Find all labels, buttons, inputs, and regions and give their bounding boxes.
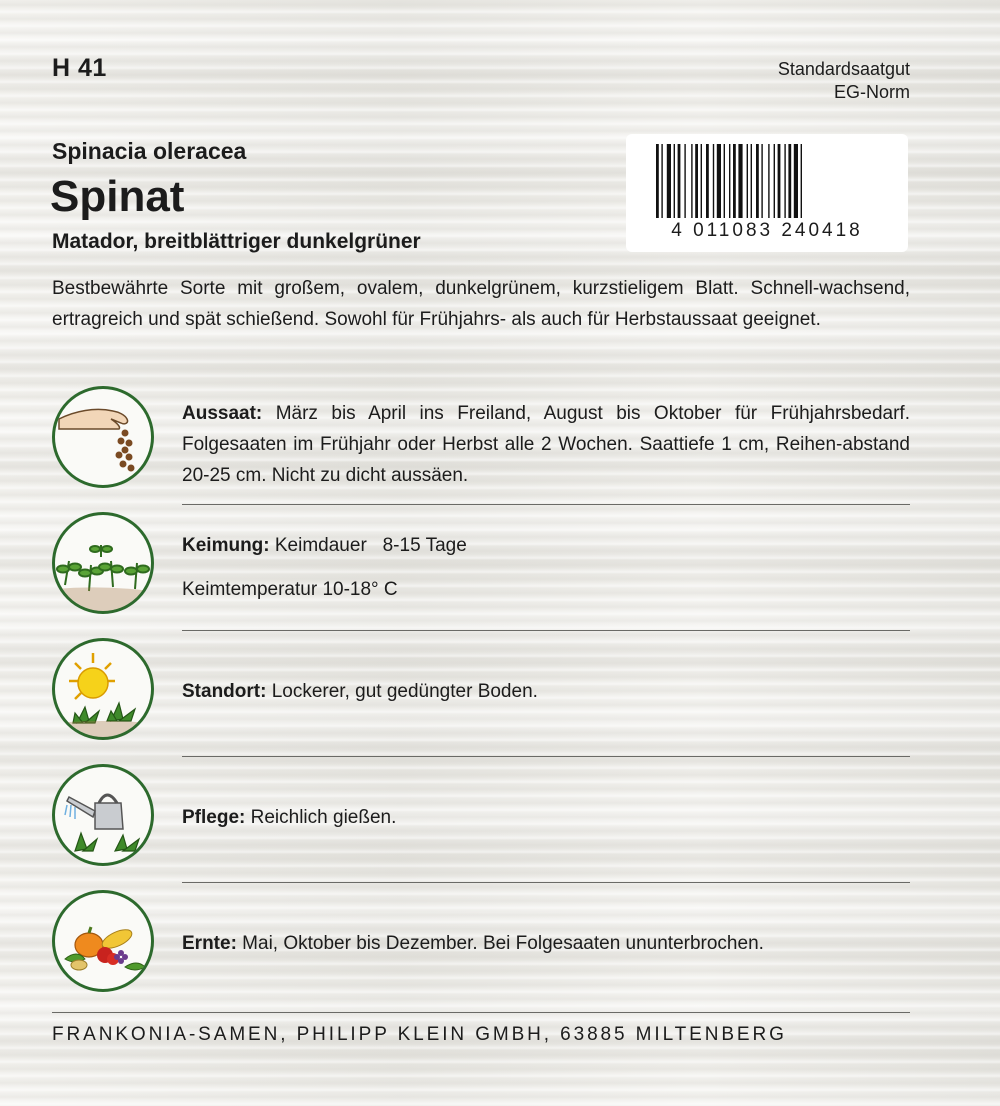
divider (182, 882, 910, 883)
aussaat-text (182, 398, 910, 491)
seed-standard (778, 58, 910, 104)
barcode-number: 4 011083 240418 (671, 220, 863, 241)
sowing-hand-icon (52, 386, 154, 488)
ernte-description: Mai, Oktober bis Dezember. Bei Folgesaaten ununterbrochen. (236, 933, 764, 954)
pflege-text (182, 802, 910, 833)
harvest-vegetables-icon (52, 890, 154, 992)
ernte-text (182, 928, 910, 959)
variety-name: Matador, breitblättriger dunkelgrüner (52, 230, 421, 253)
standard-line-2: EG-Norm (834, 82, 910, 102)
keimung-label: Keimung: (182, 535, 270, 556)
divider (182, 504, 910, 505)
barcode (626, 134, 908, 252)
keimung-text (182, 530, 910, 561)
intro-description: Bestbewährte Sorte mit großem, ovalem, dunkelgrünem, kurzstieligem Blatt. Schnell-wachsend, ertragreich und spät schießend. Sowohl für Frühjahrs- als auch für Herbstaussaat geeignet. (52, 278, 910, 330)
product-title: Spinat (50, 172, 185, 221)
aussaat-label: Aussaat: (182, 403, 263, 424)
standort-description: Lockerer, gut gedüngter Boden. (266, 681, 538, 702)
seedlings-icon (52, 512, 154, 614)
standort-text (182, 676, 910, 707)
pflege-description: Reichlich gießen. (245, 807, 397, 828)
barcode-bars-icon (656, 144, 878, 218)
aussaat-description: März bis April ins Freiland, August bis Oktober für Frühjahrsbedarf. Folgesaaten im Frühjahr oder Herbst alle 2 Wochen. Saattiefe 1 cm, Reihen-abstand 20-25 cm. Nicht zu dicht aussäen. (182, 403, 910, 486)
standard-line-1: Standardsaatgut (777, 59, 910, 79)
divider (182, 630, 910, 631)
footer-divider (52, 1012, 910, 1013)
footer-address: FRANKONIA-SAMEN, PHILIPP KLEIN GMBH, 63885 MILTENBERG (52, 1024, 787, 1045)
sun-plants-icon (52, 638, 154, 740)
divider (182, 756, 910, 757)
latin-name: Spinacia oleracea (52, 138, 247, 164)
keimung-duration: Keimdauer 8-15 Tage (269, 535, 467, 556)
pflege-label: Pflege: (182, 807, 246, 828)
watering-can-icon (52, 764, 154, 866)
keimung-temperature: Keimtemperatur 10-18° C (182, 579, 398, 600)
ernte-label: Ernte: (182, 933, 237, 954)
standort-label: Standort: (182, 681, 267, 702)
product-code: H 41 (52, 54, 107, 82)
